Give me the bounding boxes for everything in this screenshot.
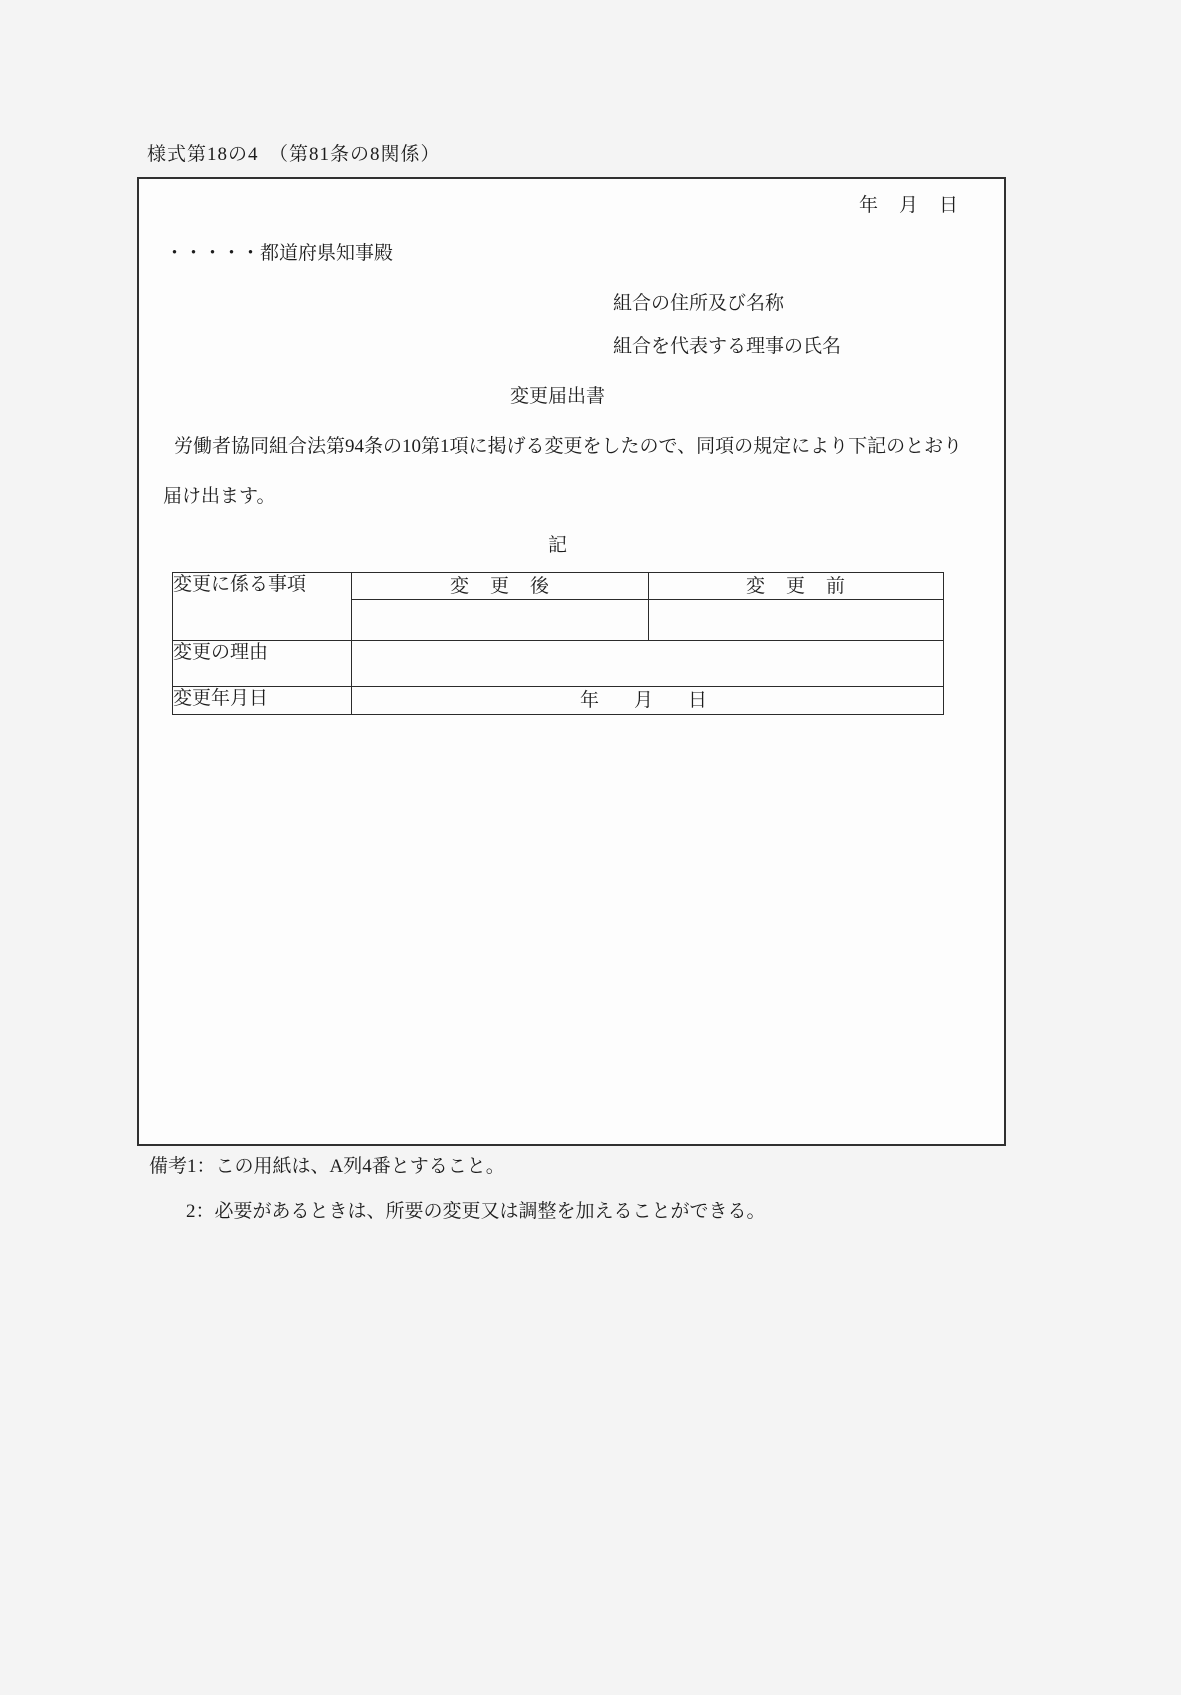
- table-before-header-cell: 変 更 前: [649, 573, 944, 600]
- table-before-value-cell: [649, 600, 944, 641]
- table-after-header-cell: 変 更 後: [352, 573, 649, 600]
- table-reason-value-cell: [352, 641, 944, 687]
- body-paragraph: [163, 435, 975, 508]
- form-style-number: 様式第18の4 （第81条の8関係）: [147, 144, 441, 165]
- form-outer-box: [137, 177, 1006, 1146]
- body-line-1: 労働者協同組合法第94条の10第1項に掲げる変更をしたので、同項の規定により下記のとおり: [174, 436, 963, 457]
- record-marker: 記: [547, 535, 567, 556]
- note-2: 2：必要があるときは、所要の変更又は調整を加えることができる。: [186, 1201, 766, 1222]
- document-title: 変更届出書: [509, 386, 605, 407]
- table-reason-label-cell: 変更の理由: [173, 641, 352, 687]
- table-item-header-cell: 変更に係る事項: [173, 573, 352, 641]
- body-line-2: 届け出ます。: [163, 486, 276, 507]
- addressee-line: ・・・・・都道府県知事殿: [165, 243, 394, 264]
- change-table: [172, 572, 944, 715]
- table-after-value-cell: [352, 600, 649, 641]
- table-change-date-value-cell: 年 月 日: [352, 687, 944, 715]
- union-address-name-label: 組合の住所及び名称: [613, 293, 785, 314]
- table-change-date-label-cell: 変更年月日: [173, 687, 352, 715]
- submission-date-line: 年 月 日: [858, 195, 959, 216]
- representative-director-name-label: 組合を代表する理事の氏名: [613, 336, 842, 357]
- note-1: 備考1：この用紙は、A列4番とすること。: [149, 1156, 505, 1177]
